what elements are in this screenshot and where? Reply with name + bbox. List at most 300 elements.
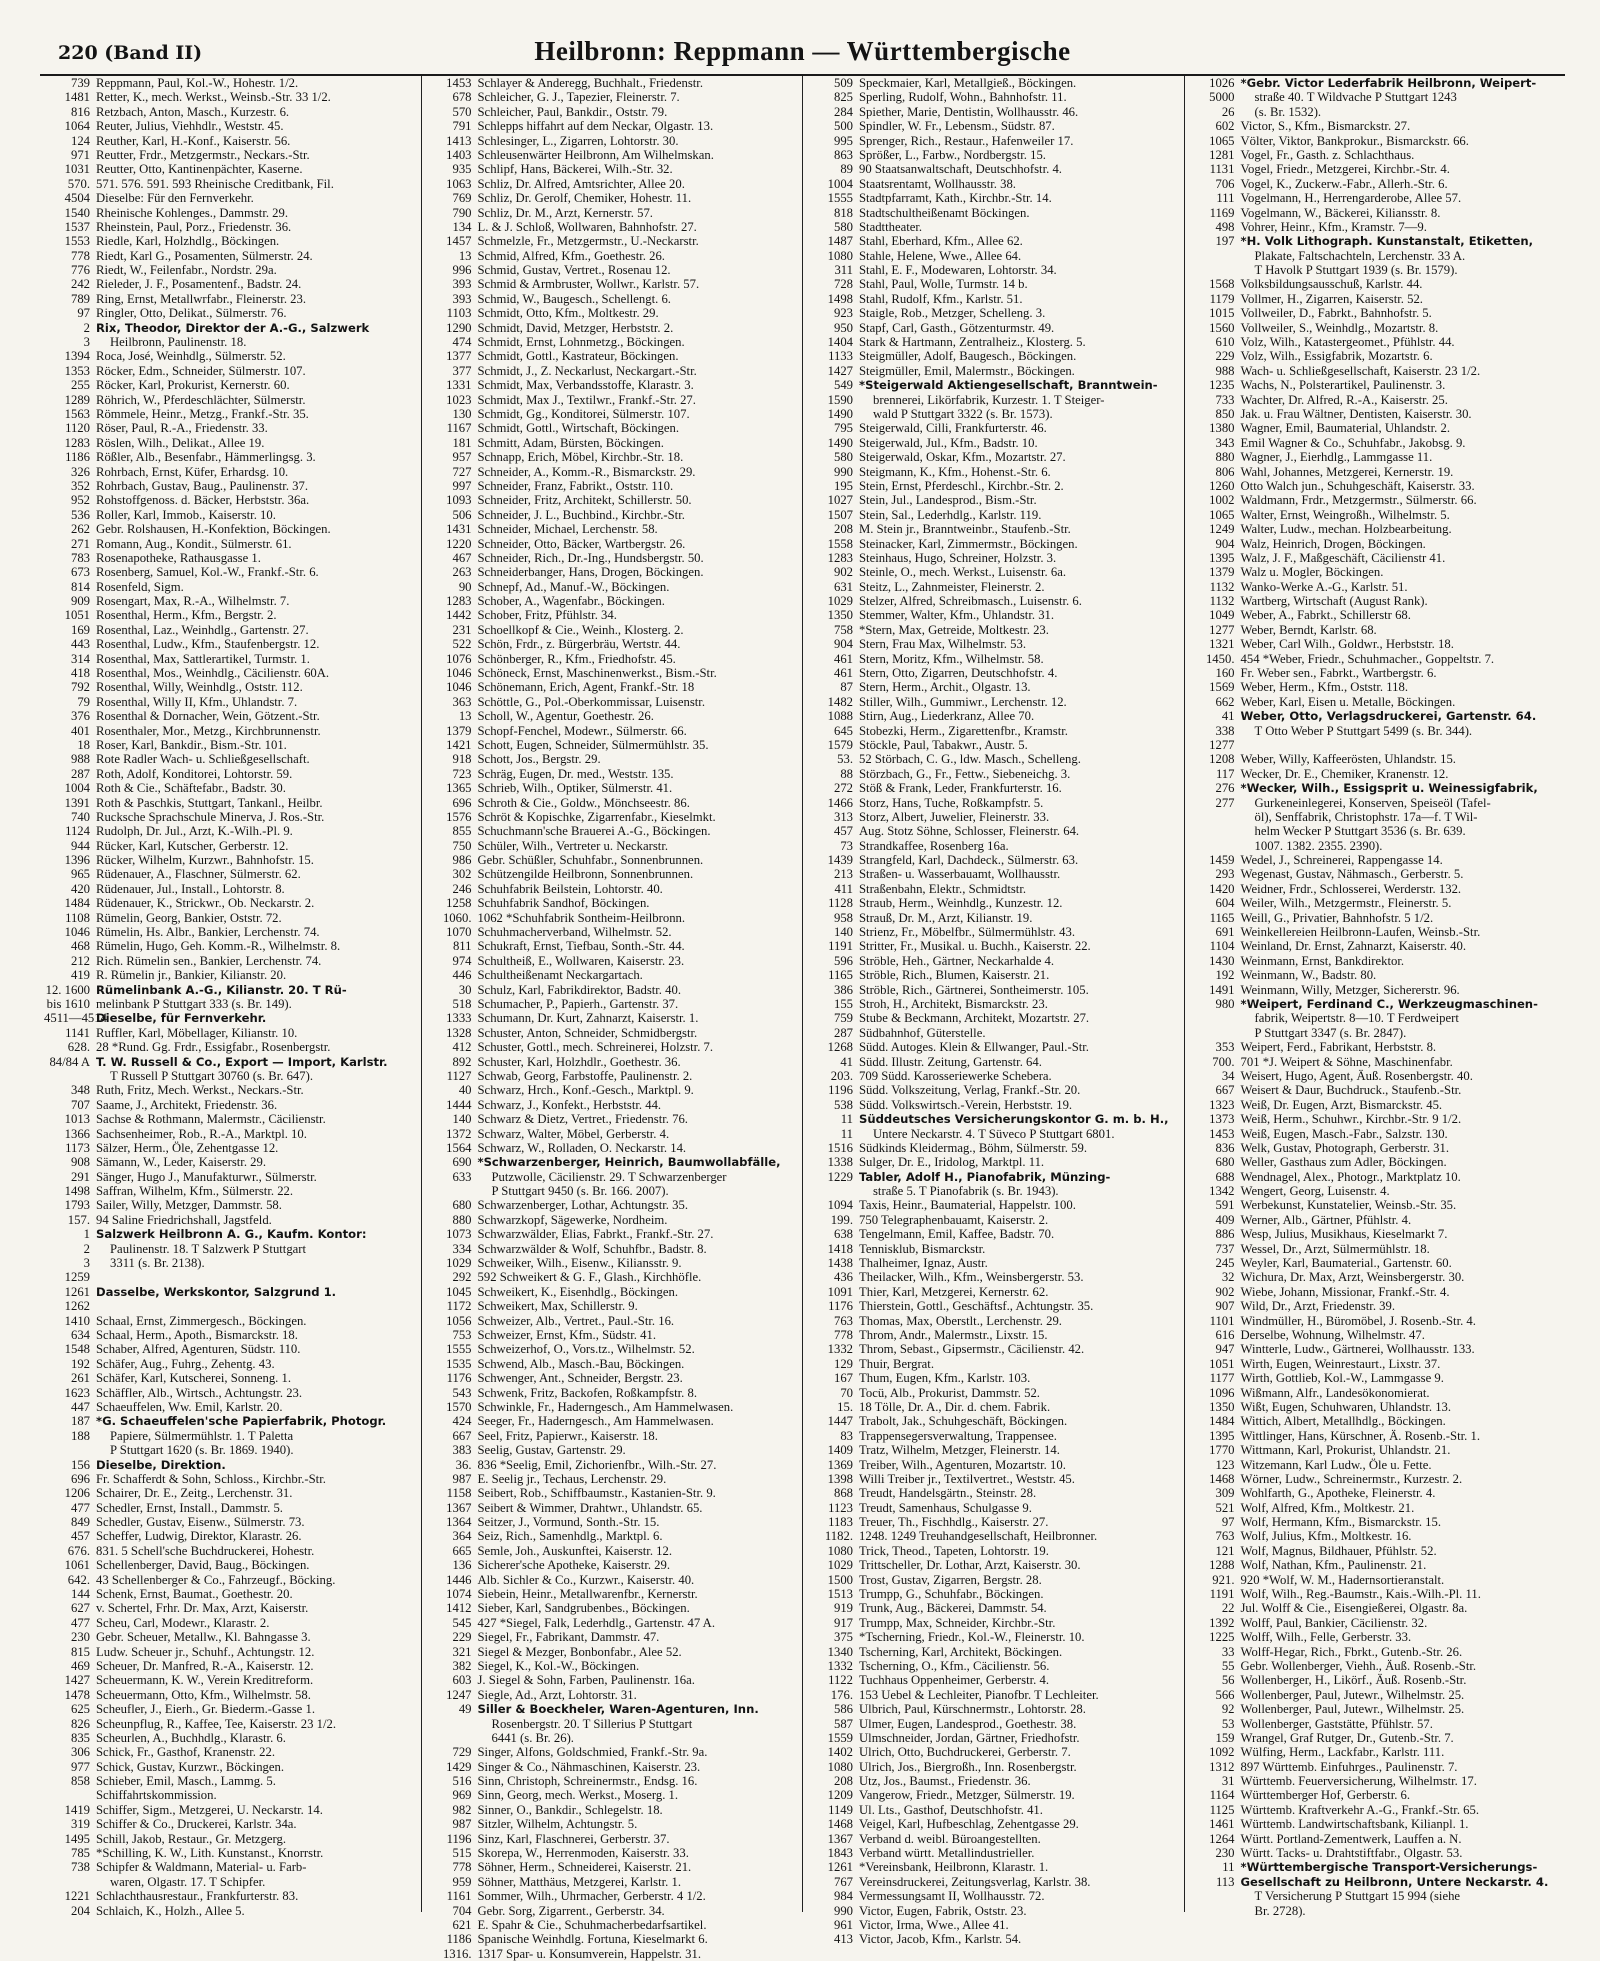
directory-entry <box>44 724 417 738</box>
directory-entry <box>44 1558 417 1572</box>
directory-entry <box>807 421 1180 435</box>
phone-number: 353 <box>1215 1040 1235 1055</box>
directory-entry <box>1189 393 1562 407</box>
phone-number: 1165 <box>828 968 853 983</box>
directory-entry <box>426 1616 799 1630</box>
entry-text: Vogel, Fr., Gasth. z. Schlachthaus. <box>1240 147 1415 162</box>
directory-entry <box>1189 1127 1562 1141</box>
entry-text: Ulrich, Jos., Biergroßh., Inn. Rosenbergstr. <box>859 1759 1077 1774</box>
phone-number: 1196 <box>828 1083 853 1098</box>
phone-number: 1149 <box>828 1802 853 1817</box>
phone-number: 604 <box>1215 896 1235 911</box>
directory-entry <box>426 1558 799 1572</box>
directory-entry <box>807 1904 1180 1918</box>
directory-entry <box>426 781 799 795</box>
phone-number: 1247 <box>446 1687 472 1702</box>
entry-text: Stahl, Paul, Wolle, Turmstr. 14 b. <box>859 277 1028 292</box>
phone-number: 31 <box>1221 1774 1235 1789</box>
phone-number: 947 <box>1215 1342 1235 1357</box>
phone-number: 412 <box>452 1040 472 1055</box>
directory-entry <box>807 1055 1180 1069</box>
phone-number: 811 <box>452 939 472 954</box>
phone-number: 1444 <box>446 1097 472 1112</box>
entry-text: Schairer, Dr. E., Zeitg., Lerchenstr. 31. <box>96 1486 293 1501</box>
entry-text: Sprößer, L., Farbw., Nordbergstr. 15. <box>859 147 1046 162</box>
phone-number: 467 <box>452 550 472 565</box>
phone-number: 662 <box>1215 694 1235 709</box>
entry-text: Weyler, Karl, Baumaterial., Gartenstr. 60. <box>1240 1256 1452 1271</box>
entry-text: Trick, Theod., Tapeten, Lohtorstr. 19. <box>859 1543 1049 1558</box>
entry-text: Walz u. Mogler, Böckingen. <box>1240 565 1384 580</box>
entry-text: Rosenthal, Max, Sattlerartikel, Turmstr. 1. <box>96 651 310 666</box>
entry-text: P Stuttgart 3347 (s. Br. 2847). <box>1254 1025 1407 1040</box>
directory-entry <box>44 752 417 766</box>
directory-entry <box>44 177 417 191</box>
phone-number: 1369 <box>827 1457 853 1472</box>
entry-text: Steinle, O., mech. Werkst., Luisenstr. 6a. <box>859 565 1066 580</box>
directory-entry <box>807 882 1180 896</box>
directory-entry <box>44 1026 417 1040</box>
directory-entry <box>807 335 1180 349</box>
directory-entry <box>1189 839 1562 853</box>
phone-number: 634 <box>70 1327 90 1342</box>
phone-number: 12. 1600 <box>45 982 90 997</box>
entry-text: Thuir, Bergrat. <box>859 1356 935 1371</box>
entry-text: Schmidt, Otto, Kfm., Moltkestr. 29. <box>477 306 659 321</box>
directory-entry <box>807 1529 1180 1543</box>
directory-entry <box>1189 867 1562 881</box>
phone-number: 1481 <box>64 90 90 105</box>
entry-text: Sitzler, Wilhelm, Achtungstr. 5. <box>477 1817 638 1832</box>
directory-entry <box>1189 580 1562 594</box>
entry-text: Rücker, Wilhelm, Kurzwr., Bahnhofstr. 15. <box>96 853 314 868</box>
entry-text: Schill, Jakob, Restaur., Gr. Metzgerg. <box>96 1831 287 1846</box>
phone-number: 727 <box>452 464 472 479</box>
phone-number: 678 <box>452 90 472 105</box>
directory-entry <box>1189 1357 1562 1371</box>
directory-entry <box>1189 738 1562 752</box>
directory-entry <box>426 1285 799 1299</box>
phone-number: 1046 <box>64 925 90 940</box>
directory-entry <box>807 465 1180 479</box>
entry-text: Stobezki, Herm., Zigarettenfbr., Kramstr. <box>859 723 1068 738</box>
directory-entry <box>44 1717 417 1731</box>
directory-entry <box>44 76 417 90</box>
phone-number: 545 <box>452 1615 472 1630</box>
phone-number: 990 <box>833 1903 853 1918</box>
directory-entry <box>807 393 1180 407</box>
directory-entry <box>44 1170 417 1184</box>
phone-number: 11 <box>840 1112 853 1127</box>
phone-number: 3 <box>83 1256 90 1271</box>
entry-text: Dasselbe, Werkskontor, Salzgrund 1. <box>96 1284 337 1299</box>
directory-entry <box>426 292 799 306</box>
page-header <box>40 28 1565 76</box>
entry-text: Schliz, Dr. Alfred, Amtsrichter, Allee 20. <box>477 176 685 191</box>
phone-number: 549 <box>833 378 853 393</box>
entry-text: Stark & Hartmann, Zentralheiz., Klosterg. 5. <box>859 335 1086 350</box>
phone-number: 1176 <box>446 1371 472 1386</box>
entry-text: Throm, Andr., Malermstr., Lixstr. 15. <box>859 1327 1048 1342</box>
phone-number: 1127 <box>446 1068 472 1083</box>
entry-text: Alb. Sichler & Co., Kurzwr., Kaiserstr. 40. <box>477 1572 695 1587</box>
directory-entry <box>44 1501 417 1515</box>
phone-number: 53 <box>1221 1716 1235 1731</box>
directory-entry <box>807 537 1180 551</box>
phone-number: 515 <box>452 1846 472 1861</box>
phone-number: 696 <box>452 795 472 810</box>
entry-text: Schedler, Ernst, Install., Dammstr. 5. <box>96 1500 283 1515</box>
entry-text: Sälzer, Herm., Öle, Zehentgasse 12. <box>96 1140 279 1155</box>
directory-entry <box>807 1285 1180 1299</box>
directory-entry <box>44 234 417 248</box>
directory-entry <box>1189 1227 1562 1241</box>
phone-number: 1555 <box>827 191 853 206</box>
directory-entry <box>44 508 417 522</box>
phone-number: 1500 <box>827 1572 853 1587</box>
directory-entry <box>807 1558 1180 1572</box>
entry-text: Stern, Otto, Zigarren, Deutschhofstr. 4. <box>859 666 1058 681</box>
entry-text: 18 Tölle, Dr. A., Dir. d. chem. Fabrik. <box>859 1399 1051 1414</box>
phone-number: 134 <box>452 219 472 234</box>
directory-entry <box>807 925 1180 939</box>
directory-entry <box>807 1342 1180 1356</box>
directory-entry <box>1189 810 1562 824</box>
entry-text: Thum, Eugen, Kfm., Karlstr. 103. <box>859 1371 1031 1386</box>
directory-entry <box>44 335 417 349</box>
directory-entry <box>426 695 799 709</box>
directory-entry <box>1189 1731 1562 1745</box>
phone-number: 1209 <box>827 1788 853 1803</box>
entry-text: Weinmann, Ernst, Bankdirektor. <box>1240 953 1405 968</box>
entry-text: Schweiker, Wilh., Eisenw., Kiliansstr. 9. <box>477 1256 682 1271</box>
phone-number: 1049 <box>1209 608 1235 623</box>
entry-text: Rosenbergstr. 20. T Sillerius P Stuttgart <box>491 1716 693 1731</box>
directory-entry <box>44 465 417 479</box>
entry-text: T Otto Weber P Stuttgart 5499 (s. Br. 344). <box>1254 723 1473 738</box>
phone-number: 3 <box>83 335 90 350</box>
directory-entry <box>1189 882 1562 896</box>
phone-number: 995 <box>833 133 853 148</box>
directory-entry <box>426 1342 799 1356</box>
entry-text: Reuter, Julius, Viehhdlr., Weststr. 45. <box>96 119 284 134</box>
entry-text: Schwarz, J., Konfekt., Herbststr. 44. <box>477 1097 662 1112</box>
entry-text: Siegel & Mezger, Bonbonfabr., Alee 52. <box>477 1644 682 1659</box>
directory-entry <box>807 450 1180 464</box>
entry-text: Südkinds Kleidermag., Böhm, Sülmerstr. 59. <box>859 1140 1088 1155</box>
phone-number: 292 <box>452 1270 472 1285</box>
phone-number: 908 <box>70 1155 90 1170</box>
directory-entry <box>807 551 1180 565</box>
phone-number: 1260 <box>1209 478 1235 493</box>
directory-entry <box>426 767 799 781</box>
directory-entry <box>807 1299 1180 1313</box>
directory-entry <box>1189 450 1562 464</box>
phone-number: 121 <box>1215 1543 1235 1558</box>
phone-number: 33 <box>1221 1644 1235 1659</box>
directory-entry <box>1189 508 1562 522</box>
entry-text: Wecker, Dr. E., Chemiker, Kranenstr. 12. <box>1240 766 1449 781</box>
directory-entry <box>1189 421 1562 435</box>
directory-entry <box>807 1429 1180 1443</box>
entry-text: fabrik, Weipertstr. 8—10. T Ferdweipert <box>1254 1011 1459 1026</box>
directory-entry <box>1189 680 1562 694</box>
phone-number: 543 <box>452 1385 472 1400</box>
entry-text: Dieselbe, Direktion. <box>96 1457 226 1472</box>
phone-number: 79 <box>77 694 90 709</box>
phone-number: 204 <box>70 1903 90 1918</box>
entry-text: Sulger, Dr. E., Iridolog, Marktpl. 11. <box>859 1155 1045 1170</box>
phone-number: 738 <box>70 1860 90 1875</box>
directory-entry <box>1189 1314 1562 1328</box>
phone-number: 348 <box>70 1083 90 1098</box>
entry-text: Schmidt, Max, Verbandsstoffe, Klarastr. 3. <box>477 378 694 393</box>
entry-text: Schräg, Eugen, Dr. med., Weststr. 135. <box>477 766 674 781</box>
entry-text: Wahl, Johannes, Metzgerei, Kernerstr. 19. <box>1240 464 1454 479</box>
directory-entry <box>807 968 1180 982</box>
phone-number: 1070 <box>446 925 472 940</box>
phone-number: 1410 <box>64 1313 90 1328</box>
phone-number: 785 <box>70 1846 90 1861</box>
directory-entry <box>426 508 799 522</box>
entry-text: Schlipf, Hans, Bäckerei, Wilh.-Str. 32. <box>477 162 673 177</box>
phone-number: 1350 <box>827 608 853 623</box>
entry-text: Scheuermann, K. W., Verein Kreditreform. <box>96 1673 314 1688</box>
phone-number: 1064 <box>64 119 90 134</box>
entry-text: E. Spahr & Cie., Schuhmacherbedarfsartikel. <box>477 1918 707 1932</box>
phone-number: 691 <box>1215 925 1235 940</box>
entry-text: Wittlinger, Hans, Kürschner, Ä. Rosenb.-Str. 1. <box>1240 1428 1480 1443</box>
directory-entry <box>1189 781 1562 795</box>
phone-number: 1395 <box>1209 1428 1235 1443</box>
phone-number: 18 <box>77 737 90 752</box>
entry-text: Sicherer'sche Apotheke, Kaiserstr. 29. <box>477 1558 671 1573</box>
phone-number: 886 <box>1215 1227 1235 1242</box>
phone-number: 1558 <box>827 536 853 551</box>
directory-entry <box>807 292 1180 306</box>
entry-text: Schott, Jos., Bergstr. 29. <box>477 752 601 767</box>
entry-text: Dieselbe: Für den Fernverkehr. <box>96 191 254 206</box>
directory-entry <box>1189 1069 1562 1083</box>
phone-number: 321 <box>452 1644 472 1659</box>
phone-number: 461 <box>833 666 853 681</box>
directory-entry <box>44 393 417 407</box>
directory-entry <box>807 997 1180 1011</box>
entry-text: Schwenger, Ant., Schneider, Bergstr. 23. <box>477 1371 683 1386</box>
entry-text: Wittich, Albert, Metallhdlg., Böckingen. <box>1240 1414 1446 1429</box>
entry-text: Schneider, J. L., Buchbind., Kirchbr.-Str. <box>477 507 685 522</box>
phone-number: 1004 <box>64 781 90 796</box>
entry-text: 750 Telegraphenbauamt, Kaiserstr. 2. <box>859 1212 1049 1227</box>
directory-entry <box>426 191 799 205</box>
phone-number: 291 <box>70 1169 90 1184</box>
directory-entry <box>1189 335 1562 349</box>
entry-text: Stadttheater. <box>859 219 923 234</box>
entry-text: Schmidt, J., Z. Neckarlust, Neckargart.-Str. <box>477 363 697 378</box>
entry-text: 1248. 1249 Treuhandgesellschaft, Heilbronner. <box>859 1529 1098 1544</box>
phone-number: 763 <box>833 1313 853 1328</box>
directory-entry <box>44 1040 417 1054</box>
phone-number: 1570 <box>446 1399 472 1414</box>
entry-text: Steinacker, Karl, Zimmermstr., Böckingen. <box>859 536 1078 551</box>
directory-entry <box>426 1673 799 1687</box>
phone-number: 1484 <box>64 896 90 911</box>
directory-entry <box>1189 968 1562 982</box>
phone-number: 1372 <box>446 1126 472 1141</box>
phone-number: 587 <box>833 1716 853 1731</box>
phone-number: 789 <box>70 291 90 306</box>
directory-entry <box>426 436 799 450</box>
entry-text: Wagner, Emil, Baumaterial, Uhlandstr. 2. <box>1240 421 1451 436</box>
directory-entry <box>1189 911 1562 925</box>
phone-number: 1249 <box>1209 522 1235 537</box>
entry-text: Volz, Wilh., Essigfabrik, Mozartstr. 6. <box>1240 349 1433 364</box>
phone-number: 1061 <box>64 1558 90 1573</box>
directory-entry <box>44 911 417 925</box>
phone-number: 728 <box>833 277 853 292</box>
entry-text: Südbahnhof, Güterstelle. <box>859 1025 986 1040</box>
entry-text: waren, Olgastr. 17. T Schipfer. <box>110 1874 266 1889</box>
entry-text: Stapf, Carl, Gasth., Götzenturmstr. 49. <box>859 320 1055 335</box>
entry-text: Wolff-Hegar, Rich., Fbrkt., Gutenb.-Str. 26. <box>1240 1644 1463 1659</box>
directory-entry <box>44 1889 417 1903</box>
entry-text: Schäffler, Alb., Wirtsch., Achtungstr. 23. <box>96 1385 303 1400</box>
entry-text: Wichura, Dr. Max, Arzt, Weinsbergerstr. 30. <box>1240 1270 1465 1285</box>
phone-number: 1046 <box>446 680 472 695</box>
directory-entry <box>44 1069 417 1083</box>
phone-number: 982 <box>452 1802 472 1817</box>
directory-entry <box>426 666 799 680</box>
entry-text: Singer & Co., Nähmaschinen, Kaiserstr. 23. <box>477 1759 701 1774</box>
directory-entry <box>807 652 1180 666</box>
entry-text: Söhner, Herm., Schneiderei, Kaiserstr. 21. <box>477 1860 692 1875</box>
directory-entry <box>44 882 417 896</box>
entry-text: Schwenk, Fritz, Backofen, Roßkampfstr. 8. <box>477 1385 698 1400</box>
phone-number: 1418 <box>827 1241 853 1256</box>
directory-entry <box>426 1659 799 1673</box>
entry-text: Stein, Ernst, Pferdeschl., Kirchbr.-Str. 2. <box>859 478 1064 493</box>
directory-entry <box>44 1112 417 1126</box>
entry-text: Taxis, Heinr., Baumaterial, Happelstr. 100. <box>859 1198 1076 1213</box>
entry-text: Schmid, Gustav, Vertret., Rosenau 12. <box>477 263 671 278</box>
entry-text: Rote Radler Wach- u. Schließgesellschaft. <box>96 752 310 767</box>
phone-number: 952 <box>70 493 90 508</box>
directory-entry <box>44 220 417 234</box>
directory-column-1 <box>40 76 422 1918</box>
directory-entry <box>44 421 417 435</box>
entry-text: Strandkaffee, Rosenberg 16a. <box>859 838 1009 853</box>
entry-text: Stöckle, Paul, Tabakwr., Austr. 5. <box>859 737 1028 752</box>
entry-text: Schultheiß, E., Wollwaren, Kaiserstr. 23. <box>477 953 685 968</box>
directory-entry <box>1189 652 1562 666</box>
phone-number: 1468 <box>1209 1471 1235 1486</box>
phone-number: 1438 <box>827 1256 853 1271</box>
directory-entry <box>44 709 417 723</box>
directory-entry <box>426 1256 799 1270</box>
entry-text: Vohrer, Heinr., Kfm., Kramstr. 7—9. <box>1240 219 1427 234</box>
directory-entry <box>807 1817 1180 1831</box>
directory-entry <box>44 939 417 953</box>
entry-text: Rümelin, Hs. Albr., Bankier, Lerchenstr. 74. <box>96 925 320 940</box>
directory-entry <box>44 119 417 133</box>
phone-number: 1076 <box>446 651 472 666</box>
directory-entry <box>1189 1788 1562 1802</box>
entry-text: Vollweiler, D., Fabrkt., Bahnhofstr. 5. <box>1240 306 1432 321</box>
entry-text: Scheuermann, Otto, Kfm., Wilhelmstr. 58. <box>96 1687 311 1702</box>
phone-number: 500 <box>833 119 853 134</box>
phone-number: 474 <box>452 335 472 350</box>
phone-number: 41 <box>840 1054 853 1069</box>
phone-number: 1430 <box>1209 953 1235 968</box>
entry-text: Verband württ. Metallindustrieller. <box>859 1846 1035 1861</box>
phone-number: 814 <box>70 579 90 594</box>
entry-text: Weber, Otto, Verlagsdruckerei, Gartenstr. 64. <box>1240 709 1537 724</box>
entry-text: Röslen, Wilh., Delikat., Allee 19. <box>96 435 265 450</box>
directory-entry <box>426 1788 799 1802</box>
entry-text: Schlaich, K., Holzh., Allee 5. <box>96 1903 245 1918</box>
entry-text: Schumann, Dr. Kurt, Zahnarzt, Kaiserstr. 1. <box>477 1011 699 1026</box>
directory-entry <box>44 378 417 392</box>
entry-text: Ruth, Fritz, Mech. Werkst., Neckars.-Str. <box>96 1083 304 1098</box>
directory-entry <box>807 1573 1180 1587</box>
directory-entry <box>807 277 1180 291</box>
directory-entry <box>807 939 1180 953</box>
phone-number: 413 <box>833 1932 853 1947</box>
directory-entry <box>1189 90 1562 104</box>
phone-number: 509 <box>833 76 853 90</box>
directory-entry <box>44 1242 417 1256</box>
phone-number: 1793 <box>64 1198 90 1213</box>
entry-text: Wegenast, Gustav, Nähmasch., Gerberstr. 5. <box>1240 867 1464 882</box>
entry-text: Utz, Jos., Baumst., Friedenstr. 36. <box>859 1774 1031 1789</box>
phone-number: 826 <box>70 1716 90 1731</box>
entry-text: Wanko-Werke A.-G., Karlstr. 51. <box>1240 579 1408 594</box>
directory-entry <box>44 954 417 968</box>
entry-text: Tratz, Wilhelm, Metzger, Fleinerstr. 14. <box>859 1443 1060 1458</box>
entry-text: Schuhmacherverband, Wilhelmstr. 52. <box>477 925 672 940</box>
phone-number: 30 <box>458 982 472 997</box>
entry-text: Riedle, Karl, Holzhdlg., Böckingen. <box>96 234 280 249</box>
directory-entry <box>426 148 799 162</box>
directory-entry <box>426 1587 799 1601</box>
phone-number: 1453 <box>1209 1126 1235 1141</box>
entry-text: Tscherning, O., Kfm., Cäcilienstr. 56. <box>859 1658 1050 1673</box>
entry-text: 52 Störbach, C. G., ldw. Masch., Schelleng. <box>859 752 1081 767</box>
directory-entry <box>44 1904 417 1918</box>
entry-text: Weidner, Frdr., Schlosserei, Werderstr. 132. <box>1240 881 1462 896</box>
entry-text: straße 40. T Wildvache P Stuttgart 1243 <box>1254 90 1457 105</box>
directory-entry <box>1189 1601 1562 1615</box>
phone-number: 815 <box>70 1644 90 1659</box>
phone-number: 130 <box>452 406 472 421</box>
phone-number: 245 <box>1215 1256 1235 1271</box>
entry-text: Rich. Rümelin sen., Bankier, Lerchenstr. 74. <box>96 953 322 968</box>
phone-number: 1419 <box>64 1802 90 1817</box>
phone-number: 88 <box>840 766 853 781</box>
phone-number: 1277 <box>1209 622 1235 637</box>
directory-entry <box>807 1026 1180 1040</box>
directory-entry <box>807 1501 1180 1515</box>
phone-number: 1261 <box>827 1860 853 1875</box>
phone-number: 521 <box>1215 1500 1235 1515</box>
entry-text: Schiffer, Sigm., Metzgerei, U. Neckarstr. 14. <box>96 1802 323 1817</box>
phone-number: 538 <box>833 1097 853 1112</box>
entry-text: Victor, Eugen, Fabrik, Oststr. 23. <box>859 1903 1027 1918</box>
phone-number: 32 <box>1221 1270 1235 1285</box>
phone-number: 326 <box>70 464 90 479</box>
entry-text: Sieber, Karl, Sandgrubenbes., Böckingen. <box>477 1601 690 1616</box>
entry-text: Schleicher, Paul, Bankdir., Oststr. 79. <box>477 104 668 119</box>
